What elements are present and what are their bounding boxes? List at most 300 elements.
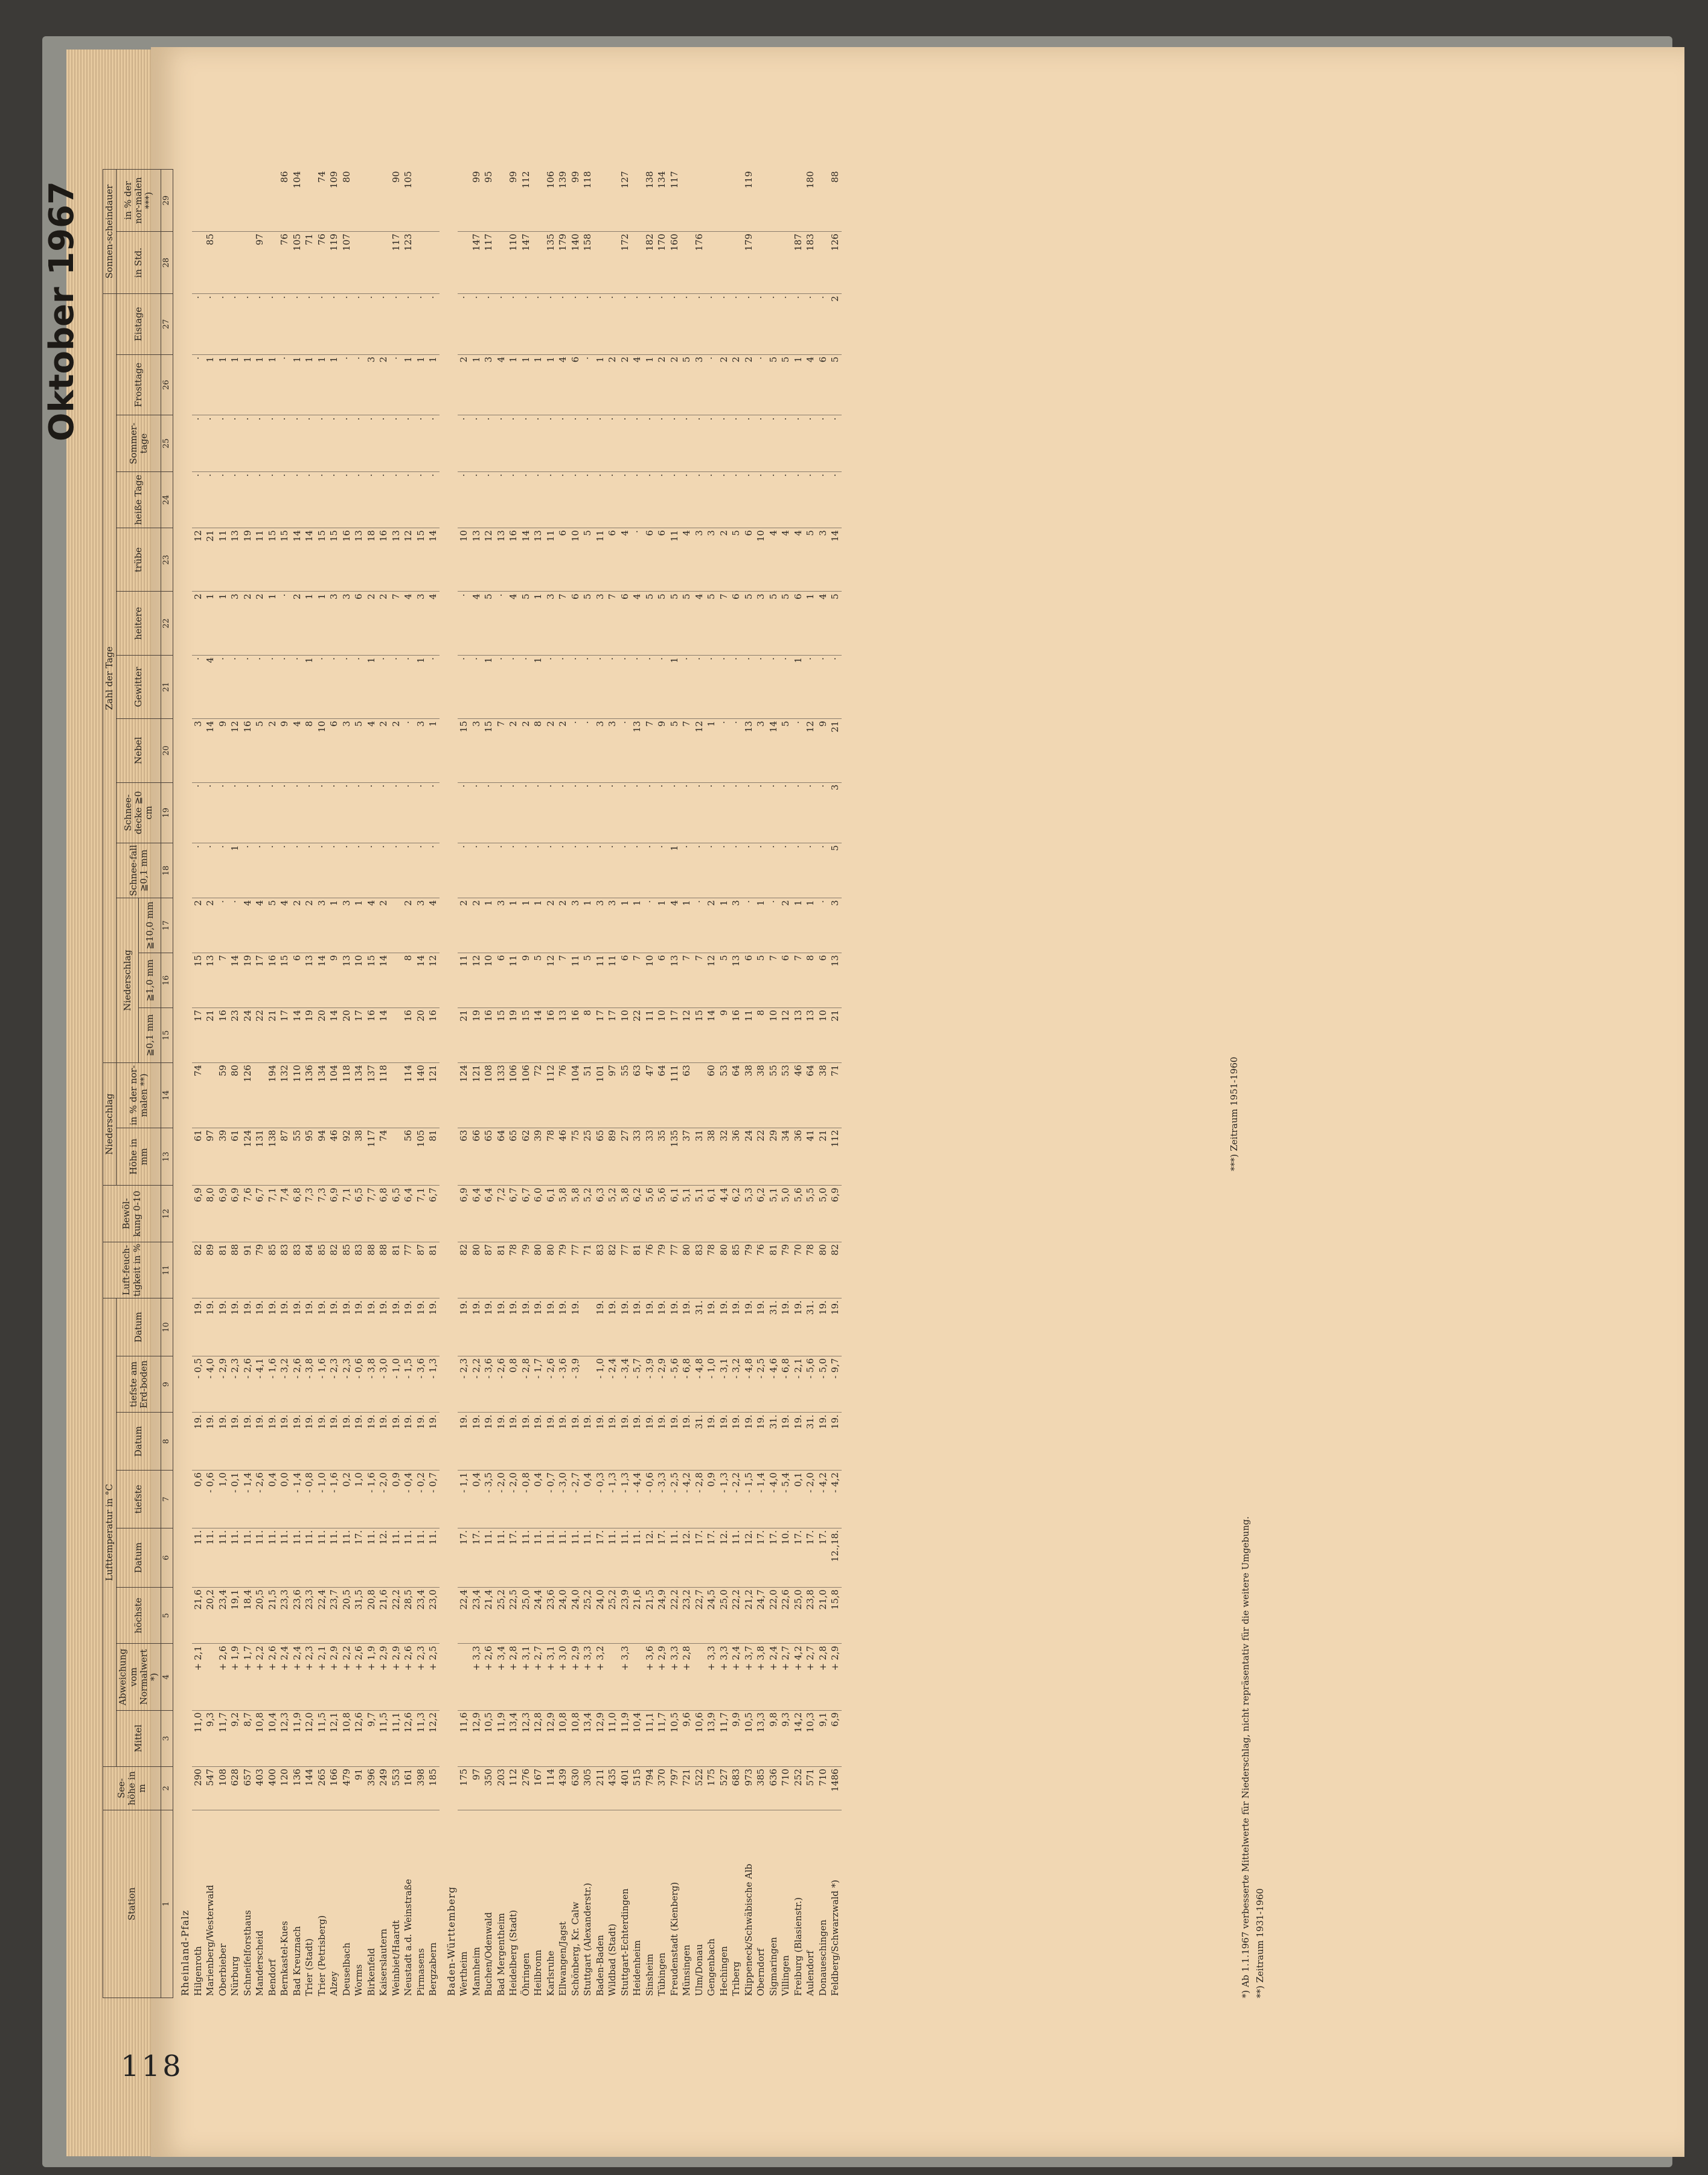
- table-cell: 25,0: [520, 1588, 533, 1644]
- table-cell: 5: [520, 592, 533, 655]
- table-cell: 3: [594, 719, 607, 782]
- table-cell: - 5,7: [631, 1356, 644, 1412]
- table-cell: 4: [507, 592, 520, 655]
- table-cell: ·: [718, 294, 731, 355]
- table-cell: 13: [730, 953, 743, 1008]
- table-cell: 81: [631, 1242, 644, 1298]
- table-cell: 23,3: [278, 1588, 291, 1644]
- table-cell: ·: [594, 843, 607, 898]
- table-cell: 1: [581, 898, 594, 953]
- table-cell: ·: [792, 294, 805, 355]
- table-cell: 90: [390, 170, 403, 232]
- table-cell: + 2,9: [569, 1644, 582, 1710]
- table-cell: 74: [316, 170, 328, 232]
- station-name: Feldberg/Schwarzwald *): [830, 1879, 841, 1996]
- table-cell: ·: [545, 294, 557, 355]
- table-cell: ·: [693, 294, 706, 355]
- table-cell: 11.: [241, 1528, 254, 1587]
- table-cell: ·: [353, 843, 365, 898]
- table-cell: ·: [779, 843, 792, 898]
- station-name: Öhringen: [520, 1952, 531, 1996]
- table-cell: 14: [377, 1008, 390, 1062]
- table-cell: 2: [779, 898, 792, 953]
- table-cell: ·: [520, 294, 533, 355]
- table-cell: + 2,4: [730, 1644, 743, 1710]
- table-cell: 9,3: [204, 1710, 217, 1766]
- table-cell: 10,4: [631, 1710, 644, 1766]
- table-cell: 11.: [328, 1528, 341, 1587]
- header-eistage: Eistage: [117, 294, 161, 355]
- station-name: Stuttgart (Alexanderstr.): [582, 1883, 593, 1996]
- table-cell: 22,6: [779, 1588, 792, 1644]
- table-cell: 138: [266, 1128, 279, 1186]
- table-cell: 77: [402, 1242, 415, 1298]
- table-cell: 16: [217, 1008, 229, 1062]
- table-cell: 19.: [482, 1413, 495, 1471]
- table-cell: ·: [829, 471, 842, 528]
- table-cell: [705, 170, 718, 232]
- table-cell: ·: [229, 782, 241, 843]
- table-cell: [495, 170, 508, 232]
- station-name: Bernkastel-Kues: [279, 1921, 290, 1996]
- table-cell: [365, 170, 378, 232]
- table-cell: 12,9: [594, 1710, 607, 1766]
- column-number: 27: [161, 294, 173, 355]
- table-cell: 74: [192, 1062, 205, 1128]
- table-cell: 23,4: [217, 1588, 229, 1644]
- table-cell: 7,7: [365, 1186, 378, 1242]
- table-cell: 5,6: [792, 1186, 805, 1242]
- column-number: 17: [161, 898, 173, 953]
- table-cell: [229, 232, 241, 294]
- table-cell: 211: [594, 1766, 607, 1810]
- table-cell: ·: [520, 782, 533, 843]
- table-cell: 19.: [619, 1298, 632, 1356]
- table-cell: 14: [303, 528, 316, 592]
- table-cell: 61: [229, 1128, 241, 1186]
- table-cell: 14: [415, 953, 427, 1008]
- table-cell: 12,1: [328, 1710, 341, 1766]
- table-cell: 21: [204, 1008, 217, 1062]
- table-cell: 19.: [631, 1413, 644, 1471]
- table-cell: ·: [532, 843, 545, 898]
- table-cell: ·: [532, 415, 545, 471]
- table-cell: ·: [316, 843, 328, 898]
- table-cell: 3: [415, 898, 427, 953]
- table-cell: 5,1: [693, 1186, 706, 1242]
- table-cell: + 1,9: [365, 1644, 378, 1710]
- table-cell: 15: [192, 953, 205, 1008]
- table-cell: ·: [402, 843, 415, 898]
- table-cell: 17.: [594, 1528, 607, 1587]
- table-cell: - 2,9: [217, 1356, 229, 1412]
- table-cell: ·: [644, 294, 656, 355]
- table-cell: 97: [606, 1062, 619, 1128]
- station-name: Schneifelforsthaus: [241, 1910, 253, 1996]
- table-cell: 6,7: [254, 1186, 266, 1242]
- table-cell: [192, 170, 205, 232]
- table-cell: ·: [507, 294, 520, 355]
- table-cell: ·: [278, 415, 291, 471]
- table-cell: - 1,6: [266, 1356, 279, 1412]
- table-cell: 6: [817, 953, 830, 1008]
- table-cell: 1: [656, 898, 668, 953]
- table-cell: 10: [644, 953, 656, 1008]
- table-cell: ·: [254, 843, 266, 898]
- table-cell: 12: [427, 953, 440, 1008]
- table-cell: 1: [427, 719, 440, 782]
- table-cell: 134: [656, 170, 668, 232]
- table-cell: 166: [328, 1766, 341, 1810]
- table-cell: - 2,3: [328, 1356, 341, 1412]
- table-cell: ·: [278, 294, 291, 355]
- table-cell: 39: [217, 1128, 229, 1186]
- column-number: 9: [161, 1356, 173, 1412]
- table-cell: ·: [619, 294, 632, 355]
- table-cell: ·: [755, 782, 767, 843]
- table-cell: 11,7: [217, 1710, 229, 1766]
- table-cell: 4: [693, 592, 706, 655]
- table-cell: 1: [365, 655, 378, 718]
- table-cell: + 3,3: [718, 1644, 731, 1710]
- table-cell: 22,4: [458, 1588, 470, 1644]
- table-cell: ·: [792, 719, 805, 782]
- table-cell: 11.: [254, 1528, 266, 1587]
- table-cell: 31,5: [353, 1588, 365, 1644]
- table-cell: 19.: [557, 1413, 569, 1471]
- table-cell: 7: [631, 953, 644, 1008]
- station-name: Bad Kreuznach: [291, 1926, 302, 1996]
- table-cell: 20,5: [341, 1588, 353, 1644]
- table-cell: ·: [415, 471, 427, 528]
- table-cell: 170: [656, 232, 668, 294]
- table-cell: ·: [619, 843, 632, 898]
- table-cell: + 1,7: [241, 1644, 254, 1710]
- table-cell: 13: [303, 953, 316, 1008]
- table-cell: 11.: [291, 1528, 304, 1587]
- table-cell: ·: [229, 898, 241, 953]
- table-cell: 8,7: [241, 1710, 254, 1766]
- table-cell: - 2,7: [569, 1471, 582, 1528]
- table-cell: 19.: [520, 1298, 533, 1356]
- table-cell: 17.: [656, 1528, 668, 1587]
- table-cell: + 2,8: [680, 1644, 693, 1710]
- table-cell: ·: [266, 471, 279, 528]
- table-cell: 11.: [415, 1528, 427, 1587]
- table-cell: 3: [192, 719, 205, 782]
- table-cell: 1,0: [217, 1471, 229, 1528]
- table-cell: 81: [390, 1242, 403, 1298]
- table-cell: ·: [482, 782, 495, 843]
- table-cell: 4: [631, 592, 644, 655]
- table-cell: 134: [353, 1062, 365, 1128]
- table-cell: ·: [693, 471, 706, 528]
- table-cell: 64: [656, 1062, 668, 1128]
- table-cell: ·: [254, 471, 266, 528]
- table-cell: 6,2: [755, 1186, 767, 1242]
- table-cell: 19.: [217, 1413, 229, 1471]
- table-cell: 11.: [668, 1528, 681, 1587]
- table-cell: 23,6: [291, 1588, 304, 1644]
- table-cell: 5: [680, 354, 693, 415]
- table-cell: [693, 170, 706, 232]
- table-cell: 628: [229, 1766, 241, 1810]
- table-cell: 56: [402, 1128, 415, 1186]
- table-cell: 5: [644, 592, 656, 655]
- table-row: [427, 170, 440, 1998]
- table-cell: + 3,2: [594, 1644, 607, 1710]
- table-cell: 7,6: [241, 1186, 254, 1242]
- table-cell: 1: [792, 354, 805, 415]
- table-cell: 24,0: [569, 1588, 582, 1644]
- header-sonnenschein: Sonnen-scheindauer: [103, 170, 117, 294]
- table-cell: 21,6: [192, 1588, 205, 1644]
- table-cell: - 4,8: [743, 1356, 755, 1412]
- table-cell: 1: [755, 898, 767, 953]
- table-cell: 1: [415, 655, 427, 718]
- table-cell: 22: [755, 1128, 767, 1186]
- table-cell: 16: [241, 719, 254, 782]
- table-cell: 4: [668, 898, 681, 953]
- table-cell: 89: [204, 1242, 217, 1298]
- header-sommertage: Sommer-tage: [117, 415, 161, 471]
- table-cell: 10: [316, 719, 328, 782]
- table-cell: 16: [507, 528, 520, 592]
- table-cell: 0,9: [390, 1471, 403, 1528]
- header-niederschlag-prozent: in % der nor-malen **): [117, 1062, 161, 1128]
- table-cell: 5,1: [680, 1186, 693, 1242]
- table-cell: 12.: [644, 1528, 656, 1587]
- table-cell: 80: [680, 1242, 693, 1298]
- table-cell: 6: [743, 953, 755, 1008]
- table-cell: ·: [377, 782, 390, 843]
- table-row: [656, 170, 668, 1998]
- table-cell: 2: [656, 354, 668, 415]
- table-cell: 21: [458, 1008, 470, 1062]
- table-cell: - 1,4: [755, 1471, 767, 1528]
- table-cell: 19.: [470, 1413, 483, 1471]
- table-cell: 3: [594, 592, 607, 655]
- table-cell: - 2,8: [693, 1471, 706, 1528]
- table-cell: [377, 170, 390, 232]
- table-cell: 11.: [229, 1528, 241, 1587]
- table-cell: ·: [594, 471, 607, 528]
- table-cell: ·: [507, 843, 520, 898]
- table-cell: 19.: [779, 1298, 792, 1356]
- table-cell: ·: [767, 655, 780, 718]
- column-number: 22: [161, 592, 173, 655]
- table-cell: 9: [278, 719, 291, 782]
- table-cell: + 2,4: [278, 1644, 291, 1710]
- table-cell: 11,9: [619, 1710, 632, 1766]
- table-cell: ·: [743, 415, 755, 471]
- table-cell: 11.: [316, 1528, 328, 1587]
- table-cell: 13,4: [507, 1710, 520, 1766]
- table-cell: ·: [316, 655, 328, 718]
- table-cell: ·: [569, 719, 582, 782]
- table-cell: 19.: [520, 1413, 533, 1471]
- table-cell: 1: [668, 843, 681, 898]
- station-name: Nürburg: [229, 1956, 241, 1996]
- table-cell: ·: [482, 415, 495, 471]
- table-row: [779, 170, 792, 1998]
- table-cell: + 2,3: [303, 1644, 316, 1710]
- table-cell: ·: [278, 592, 291, 655]
- table-cell: [266, 170, 279, 232]
- table-cell: ·: [316, 294, 328, 355]
- table-cell: ·: [291, 843, 304, 898]
- table-cell: ·: [581, 843, 594, 898]
- table-cell: 3: [229, 592, 241, 655]
- table-cell: - 1,5: [743, 1471, 755, 1528]
- table-cell: 38: [353, 1128, 365, 1186]
- table-cell: ·: [390, 354, 403, 415]
- station-name: Aulendorf: [805, 1950, 816, 1996]
- table-cell: 3: [693, 528, 706, 592]
- table-cell: 11.: [427, 1528, 440, 1587]
- table-cell: ·: [569, 782, 582, 843]
- table-cell: 25,0: [792, 1588, 805, 1644]
- table-cell: ·: [631, 655, 644, 718]
- table-cell: ·: [390, 655, 403, 718]
- station-name: Deuselbach: [341, 1942, 352, 1996]
- table-cell: 17: [353, 1008, 365, 1062]
- header-n10: ≧1,0 mm: [139, 953, 161, 1008]
- table-cell: 10,4: [266, 1710, 279, 1766]
- table-cell: 14: [705, 1008, 718, 1062]
- table-cell: 6,3: [594, 1186, 607, 1242]
- table-cell: 89: [606, 1128, 619, 1186]
- table-cell: 2: [520, 719, 533, 782]
- table-cell: 82: [328, 1242, 341, 1298]
- table-row: [767, 170, 780, 1998]
- table-cell: ·: [204, 471, 217, 528]
- table-cell: 10,6: [693, 1710, 706, 1766]
- table-cell: ·: [353, 415, 365, 471]
- table-cell: 6,1: [668, 1186, 681, 1242]
- group-header-row: [179, 170, 192, 1998]
- table-cell: ·: [241, 782, 254, 843]
- table-cell: 0,4: [470, 1471, 483, 1528]
- table-row: [254, 170, 266, 1998]
- table-cell: ·: [656, 415, 668, 471]
- table-cell: - 2,2: [470, 1356, 483, 1412]
- table-cell: 6,7: [520, 1186, 533, 1242]
- table-cell: ·: [266, 415, 279, 471]
- table-cell: 15: [365, 953, 378, 1008]
- table-cell: 19.: [365, 1298, 378, 1356]
- table-cell: + 2,7: [779, 1644, 792, 1710]
- table-cell: ·: [365, 843, 378, 898]
- table-cell: 6: [569, 592, 582, 655]
- table-cell: 10,5: [743, 1710, 755, 1766]
- table-cell: 2: [377, 719, 390, 782]
- table-cell: 5,2: [581, 1186, 594, 1242]
- column-number: 25: [161, 415, 173, 471]
- table-cell: 94: [316, 1128, 328, 1186]
- table-cell: 19.: [532, 1298, 545, 1356]
- table-cell: ·: [192, 354, 205, 415]
- table-cell: - 6,8: [680, 1356, 693, 1412]
- table-cell: 31.: [804, 1298, 817, 1356]
- table-cell: 19.: [341, 1298, 353, 1356]
- table-cell: 46: [557, 1128, 569, 1186]
- table-cell: 14: [229, 953, 241, 1008]
- table-cell: 31.: [767, 1413, 780, 1471]
- table-cell: + 2,9: [328, 1644, 341, 1710]
- table-cell: - 2,5: [668, 1471, 681, 1528]
- table-cell: ·: [482, 294, 495, 355]
- table-cell: 24: [241, 1008, 254, 1062]
- table-cell: 161: [402, 1766, 415, 1810]
- table-cell: ·: [743, 294, 755, 355]
- table-cell: 1: [241, 354, 254, 415]
- table-cell: 5,5: [804, 1186, 817, 1242]
- table-cell: ·: [619, 415, 632, 471]
- table-cell: 47: [644, 1062, 656, 1128]
- table-cell: ·: [217, 471, 229, 528]
- header-sonne-prozent: in % der nor-malen ***): [117, 170, 161, 232]
- table-cell: 14: [316, 953, 328, 1008]
- table-cell: 12,0: [303, 1710, 316, 1766]
- table-cell: 9: [217, 719, 229, 782]
- table-row: [644, 170, 656, 1998]
- table-cell: 180: [804, 170, 817, 232]
- table-cell: 12: [693, 719, 706, 782]
- table-cell: 19.: [458, 1413, 470, 1471]
- table-cell: 5: [779, 354, 792, 415]
- table-cell: 83: [594, 1242, 607, 1298]
- table-row: [619, 170, 632, 1998]
- table-cell: 3: [569, 898, 582, 953]
- table-cell: 6,7: [507, 1186, 520, 1242]
- table-row: [278, 170, 291, 1998]
- table-cell: 17: [278, 1008, 291, 1062]
- table-cell: 9,7: [365, 1710, 378, 1766]
- column-number: 21: [161, 655, 173, 718]
- table-cell: 22: [254, 1008, 266, 1062]
- table-cell: 17: [594, 1008, 607, 1062]
- table-cell: 82: [829, 1242, 842, 1298]
- table-cell: 5,3: [743, 1186, 755, 1242]
- table-cell: 19.: [545, 1298, 557, 1356]
- table-cell: 19.: [532, 1413, 545, 1471]
- table-cell: ·: [328, 294, 341, 355]
- table-cell: 24,9: [656, 1588, 668, 1644]
- table-cell: ·: [458, 294, 470, 355]
- table-cell: 3: [829, 898, 842, 953]
- table-cell: + 2,4: [291, 1644, 304, 1710]
- table-cell: 19.: [303, 1413, 316, 1471]
- table-row: [520, 170, 533, 1998]
- table-cell: - 1,4: [241, 1471, 254, 1528]
- table-cell: 20,2: [204, 1588, 217, 1644]
- table-cell: 11.: [482, 1528, 495, 1587]
- table-cell: 5: [767, 592, 780, 655]
- table-cell: 3: [545, 592, 557, 655]
- table-cell: 19.: [254, 1298, 266, 1356]
- table-cell: ·: [390, 843, 403, 898]
- table-cell: 97: [204, 1128, 217, 1186]
- table-cell: - 1,6: [328, 1471, 341, 1528]
- table-cell: 17.: [693, 1528, 706, 1587]
- table-cell: 396: [365, 1766, 378, 1810]
- table-cell: 79: [254, 1242, 266, 1298]
- table-cell: 78: [705, 1242, 718, 1298]
- table-cell: 3: [705, 528, 718, 592]
- table-cell: 1: [415, 354, 427, 415]
- table-cell: 53: [718, 1062, 731, 1128]
